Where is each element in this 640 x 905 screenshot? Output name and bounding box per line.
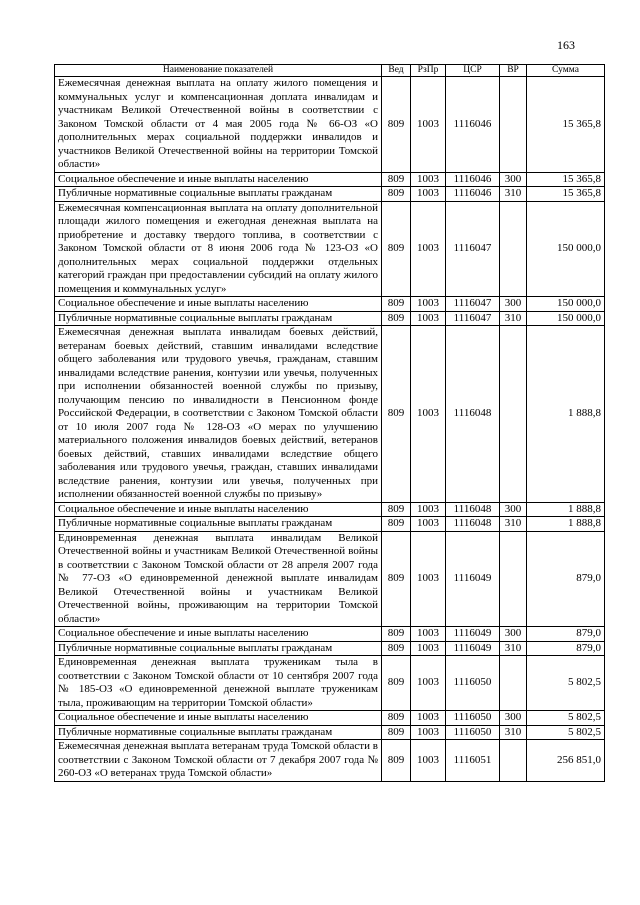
- cell-name: Ежемесячная денежная выплата ветеранам труда Томской области в соответствии с Законом Томской области от 7 декабря 2007 года № 260-ОЗ «О ветеранах труда Томской области»: [55, 740, 382, 782]
- cell-vr: 300: [500, 502, 527, 517]
- cell-vr: 310: [500, 725, 527, 740]
- table-row: [55, 725, 605, 740]
- cell-name: Единовременная денежная выплата инвалидам Великой Отечественной войны и участникам Великой Отечественной войны в соответствии с Законом Томской области от 28 апреля 2007 года № 77-ОЗ «О единовременной денежной выплате инвалидам Великой Отечественной войны и участникам Великой Отечественной войны, проживающим на территории Томской области»: [55, 531, 382, 627]
- cell-ved: 809: [382, 656, 411, 711]
- cell-sum: 150 000,0: [527, 297, 605, 312]
- cell-ved: 809: [382, 725, 411, 740]
- header-csr: ЦСР: [446, 65, 500, 77]
- cell-vr: [500, 531, 527, 627]
- cell-vr: 300: [500, 627, 527, 642]
- cell-vr: 300: [500, 711, 527, 726]
- cell-rzpr: 1003: [411, 517, 446, 532]
- cell-vr: 300: [500, 297, 527, 312]
- cell-vr: 300: [500, 172, 527, 187]
- cell-sum: 150 000,0: [527, 201, 605, 297]
- cell-vr: [500, 77, 527, 173]
- cell-csr: 1116048: [446, 326, 500, 503]
- table-row: [55, 201, 605, 297]
- cell-sum: 256 851,0: [527, 740, 605, 782]
- page-number: 163: [557, 38, 575, 52]
- cell-name: Публичные нормативные социальные выплаты гражданам: [55, 517, 382, 532]
- cell-rzpr: 1003: [411, 502, 446, 517]
- cell-vr: 310: [500, 187, 527, 202]
- cell-vr: [500, 740, 527, 782]
- cell-ved: 809: [382, 311, 411, 326]
- cell-csr: 1116050: [446, 656, 500, 711]
- cell-sum: 879,0: [527, 641, 605, 656]
- table-row: [55, 740, 605, 782]
- cell-sum: 5 802,5: [527, 656, 605, 711]
- cell-csr: 1116047: [446, 297, 500, 312]
- cell-ved: 809: [382, 187, 411, 202]
- cell-ved: 809: [382, 502, 411, 517]
- cell-ved: 809: [382, 297, 411, 312]
- cell-rzpr: 1003: [411, 656, 446, 711]
- cell-sum: 1 888,8: [527, 326, 605, 503]
- table-row: [55, 77, 605, 173]
- cell-csr: 1116048: [446, 502, 500, 517]
- cell-name: Публичные нормативные социальные выплаты гражданам: [55, 311, 382, 326]
- table-row: [55, 326, 605, 503]
- cell-csr: 1116049: [446, 531, 500, 627]
- cell-sum: 879,0: [527, 627, 605, 642]
- cell-rzpr: 1003: [411, 311, 446, 326]
- cell-rzpr: 1003: [411, 172, 446, 187]
- cell-vr: 310: [500, 641, 527, 656]
- cell-name: Социальное обеспечение и иные выплаты населению: [55, 627, 382, 642]
- cell-sum: 1 888,8: [527, 502, 605, 517]
- cell-name: Публичные нормативные социальные выплаты гражданам: [55, 725, 382, 740]
- cell-rzpr: 1003: [411, 627, 446, 642]
- cell-csr: 1116051: [446, 740, 500, 782]
- cell-rzpr: 1003: [411, 201, 446, 297]
- table-header-row: [55, 65, 605, 77]
- table-row: [55, 711, 605, 726]
- cell-name: Социальное обеспечение и иные выплаты населению: [55, 502, 382, 517]
- cell-sum: 5 802,5: [527, 725, 605, 740]
- cell-name: Социальное обеспечение и иные выплаты населению: [55, 172, 382, 187]
- cell-csr: 1116047: [446, 311, 500, 326]
- cell-sum: 5 802,5: [527, 711, 605, 726]
- table-row: [55, 656, 605, 711]
- table-row: [55, 172, 605, 187]
- header-rzpr: РзПр: [411, 65, 446, 77]
- cell-vr: [500, 201, 527, 297]
- cell-csr: 1116046: [446, 77, 500, 173]
- cell-rzpr: 1003: [411, 725, 446, 740]
- table-body: [55, 77, 605, 782]
- cell-csr: 1116046: [446, 187, 500, 202]
- cell-rzpr: 1003: [411, 641, 446, 656]
- cell-sum: 150 000,0: [527, 311, 605, 326]
- table-row: [55, 517, 605, 532]
- cell-name: Ежемесячная денежная выплата инвалидам боевых действий, ветеранам боевых действий, ставшим инвалидами вследствие общего заболевания или трудового увечья, гражданам, ставшим инвалидами вследствие ранения, контузии или увечья, полученных при исполнении обязанностей военной службы по призыву, получающим пенсию по инвалидности в Пенсионном фонде Российской Федерации, в соответствии с Законом Томской области от 10 июля 2007 года № 128-ОЗ «О мерах по улучшению материального положения инвалидов боевых действий, ветеранов боевых действий, ставших инвалидами вследствие общего заболевания или трудового увечья, граждан, ставших инвалидами вследствие ранения, контузии или увечья, полученных при исполнении обязанностей военной службы по призыву»: [55, 326, 382, 503]
- cell-csr: 1116047: [446, 201, 500, 297]
- cell-sum: 879,0: [527, 531, 605, 627]
- cell-ved: 809: [382, 740, 411, 782]
- header-vr: ВР: [500, 65, 527, 77]
- cell-name: Публичные нормативные социальные выплаты гражданам: [55, 641, 382, 656]
- cell-ved: 809: [382, 711, 411, 726]
- cell-sum: 15 365,8: [527, 187, 605, 202]
- table-row: [55, 502, 605, 517]
- cell-rzpr: 1003: [411, 187, 446, 202]
- cell-sum: 15 365,8: [527, 77, 605, 173]
- cell-ved: 809: [382, 517, 411, 532]
- table-row: [55, 187, 605, 202]
- cell-rzpr: 1003: [411, 326, 446, 503]
- cell-name: Социальное обеспечение и иные выплаты населению: [55, 297, 382, 312]
- cell-vr: [500, 656, 527, 711]
- cell-csr: 1116050: [446, 725, 500, 740]
- header-ved: Вед: [382, 65, 411, 77]
- header-name: Наименование показателей: [55, 65, 382, 77]
- cell-sum: 15 365,8: [527, 172, 605, 187]
- table-row: [55, 641, 605, 656]
- cell-rzpr: 1003: [411, 297, 446, 312]
- cell-csr: 1116048: [446, 517, 500, 532]
- cell-csr: 1116049: [446, 627, 500, 642]
- table-row: [55, 297, 605, 312]
- table-row: [55, 531, 605, 627]
- cell-vr: 310: [500, 517, 527, 532]
- cell-ved: 809: [382, 77, 411, 173]
- cell-ved: 809: [382, 627, 411, 642]
- cell-rzpr: 1003: [411, 531, 446, 627]
- cell-name: Единовременная денежная выплата труженикам тыла в соответствии с Законом Томской области от 10 сентября 2007 года № 185-ОЗ «О единовременной денежной выплате труженикам тыла, проживающим на территории Томской области»: [55, 656, 382, 711]
- cell-ved: 809: [382, 641, 411, 656]
- cell-name: Ежемесячная денежная выплата на оплату жилого помещения и коммунальных услуг и компенсационная доплата инвалидам и участникам Великой Отечественной войны в соответствии с Законом Томской области от 4 мая 2005 года № 66-ОЗ «О дополнительных мерах социальной поддержки инвалидов и участников Великой Отечественной войны на территории Томской области»: [55, 77, 382, 173]
- cell-csr: 1116049: [446, 641, 500, 656]
- cell-csr: 1116050: [446, 711, 500, 726]
- cell-rzpr: 1003: [411, 77, 446, 173]
- cell-vr: [500, 326, 527, 503]
- budget-table: [54, 64, 605, 782]
- cell-name: Публичные нормативные социальные выплаты гражданам: [55, 187, 382, 202]
- cell-vr: 310: [500, 311, 527, 326]
- cell-name: Ежемесячная компенсационная выплата на оплату дополнительной площади жилого помещения и ежегодная денежная выплата на приобретение и доставку твердого топлива, в соответствии с Законом Томской области от 8 июня 2006 года № 123-ОЗ «О дополнительных мерах социальной поддержки отдельных категорий граждан при предоставлении субсидий на оплату жилого помещения и коммунальных услуг»: [55, 201, 382, 297]
- cell-ved: 809: [382, 172, 411, 187]
- cell-ved: 809: [382, 326, 411, 503]
- cell-name: Социальное обеспечение и иные выплаты населению: [55, 711, 382, 726]
- header-sum: Сумма: [527, 65, 605, 77]
- cell-rzpr: 1003: [411, 711, 446, 726]
- table-row: [55, 627, 605, 642]
- cell-sum: 1 888,8: [527, 517, 605, 532]
- cell-rzpr: 1003: [411, 740, 446, 782]
- cell-csr: 1116046: [446, 172, 500, 187]
- cell-ved: 809: [382, 201, 411, 297]
- table-row: [55, 311, 605, 326]
- cell-ved: 809: [382, 531, 411, 627]
